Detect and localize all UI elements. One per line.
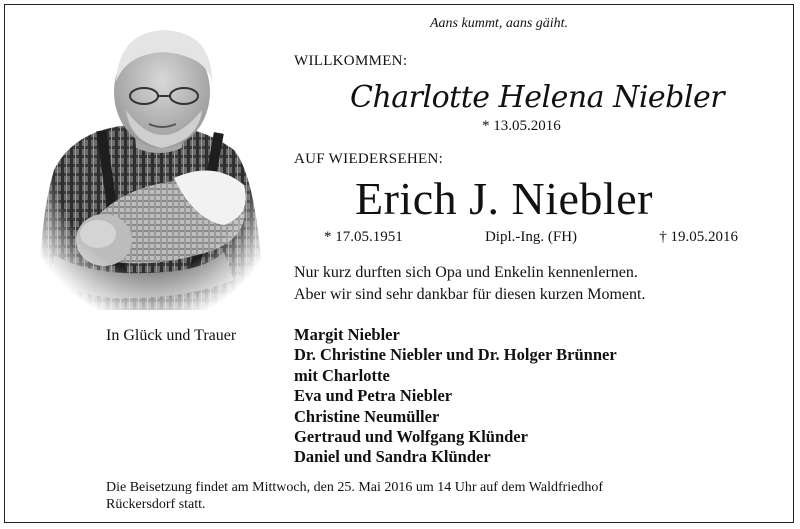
mourner-entry: Christine Neumüller [294, 406, 440, 426]
deceased-title: Dipl.-Ing. (FH) [484, 229, 578, 245]
mourner-entry: Dr. Christine Niebler und Dr. Holger Brünner [294, 345, 617, 365]
mourner-entry: Gertraud und Wolfgang Klünder [294, 427, 528, 447]
motto: Aans kummt, aans gäiht. [430, 16, 569, 31]
mourner-entry: Daniel und Sandra Klünder [294, 447, 491, 467]
funeral-line: Rückersdorf statt. [106, 497, 206, 512]
child-birth-date: * 13.05.2016 [482, 118, 561, 134]
message-line: Nur kurz durften sich Opa und Enkelin kennenlernen. [294, 264, 638, 281]
deceased-dates [324, 229, 738, 246]
child-name: Charlotte Helena Niebler [350, 80, 725, 115]
message-line: Aber wir sind sehr dankbar für diesen kurzen Moment. [294, 286, 646, 303]
goodbye-label: AUF WIEDERSEHEN: [294, 151, 444, 167]
deceased-name: Erich J. Niebler [355, 173, 653, 224]
deceased-death-date: † 19.05.2016 [659, 229, 738, 245]
deceased-birth-date: * 17.05.1951 [324, 229, 403, 245]
funeral-line: Die Beisetzung findet am Mittwoch, den 25. Mai 2016 um 14 Uhr auf dem Waldfriedhof [106, 480, 604, 495]
memorial-message [294, 262, 645, 306]
mourners-list [294, 325, 617, 468]
family-photo [34, 20, 270, 310]
mourner-entry: Margit Niebler [294, 325, 400, 344]
funeral-info [106, 479, 603, 513]
mourning-signature-label: In Glück und Trauer [106, 327, 237, 344]
welcome-label: WILLKOMMEN: [294, 53, 408, 69]
mourner-entry: mit Charlotte [294, 365, 390, 385]
mourner-entry: Eva und Petra Niebler [294, 386, 453, 406]
